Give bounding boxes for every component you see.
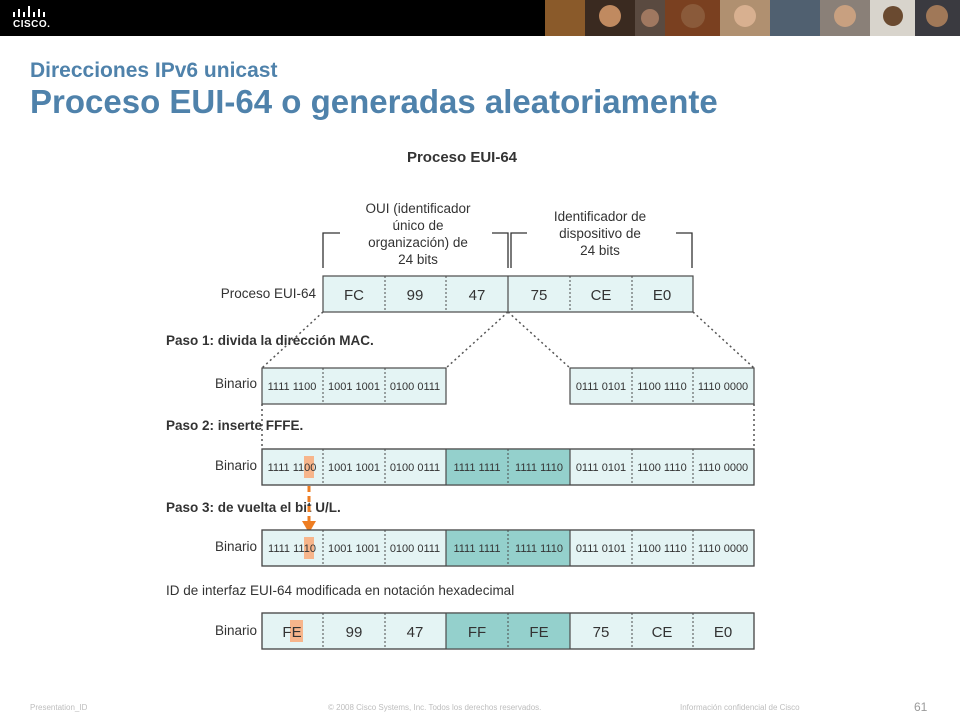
svg-text:24 bits: 24 bits — [580, 243, 620, 258]
hex-cell: FE — [282, 624, 302, 641]
binary-cell: 0100 0111 — [389, 462, 441, 474]
binary-cell: 0100 0111 — [389, 543, 441, 555]
binary-label: Binario — [214, 376, 257, 391]
binary-cell: 1111 1100 — [267, 381, 317, 393]
hex-cell: E0 — [713, 624, 733, 641]
hex-cell: 47 — [406, 624, 424, 641]
step2-label: Paso 2: inserte FFFE. — [166, 418, 304, 433]
cisco-logo-text: CISCO. — [13, 19, 51, 30]
hex-cell: 75 — [592, 624, 610, 641]
eui-cell: FC — [344, 287, 364, 304]
eui-top-row — [323, 276, 693, 312]
binary-label: Binario — [214, 458, 257, 473]
binary-row-step1 — [262, 368, 754, 404]
footer-copyright: © 2008 Cisco Systems, Inc. Todos los derechos reservados. — [328, 703, 542, 712]
binary-cell: 0111 0101 — [575, 381, 627, 393]
hex-cell: 99 — [345, 624, 363, 641]
footer-presentation-id: Presentation_ID — [30, 703, 88, 712]
binary-cell: 1100 1110 — [637, 381, 687, 393]
eui-cell: CE — [590, 287, 612, 304]
binary-cell: 1110 0000 — [697, 462, 749, 474]
svg-text:Identificador de: Identificador de — [553, 209, 647, 224]
binary-cell: 1111 1111 — [453, 462, 501, 474]
eui-cell: 75 — [530, 287, 548, 304]
binary-cell: 1111 1110 — [268, 543, 316, 555]
hex-cell: FF — [467, 624, 487, 641]
binary-row-step2 — [262, 449, 754, 485]
eui-cell: 47 — [468, 287, 486, 304]
binary-cell: 1111 1111 — [453, 543, 501, 555]
binary-cell: 1111 1110 — [515, 462, 563, 474]
modified-heading: ID de interfaz EUI-64 modificada en notación hexadecimal — [166, 583, 515, 598]
binary-cell: 1110 0000 — [697, 381, 749, 393]
binary-cell: 0111 0101 — [575, 462, 627, 474]
svg-text:OUI (identificador: OUI (identificador — [365, 201, 471, 216]
binary-cell: 1001 1001 — [328, 381, 380, 393]
step3-label: Paso 3: de vuelta el bit U/L. — [166, 500, 341, 515]
binary-cell: 1110 0000 — [697, 543, 749, 555]
svg-text:dispositivo de: dispositivo de — [559, 226, 641, 241]
binary-cell: 1111 1100 — [267, 462, 317, 474]
footer-confidential: Información confidencial de Cisco — [680, 703, 800, 712]
slide-title: Proceso EUI-64 o generadas aleatoriamente — [30, 83, 718, 120]
hex-cell: FE — [529, 624, 549, 641]
device-id-label — [554, 209, 646, 258]
binary-label: Binario — [214, 539, 257, 554]
binary-cell: 0100 0111 — [389, 381, 441, 393]
binary-cell: 1100 1110 — [637, 462, 687, 474]
binary-cell: 1100 1110 — [637, 543, 687, 555]
slide-subtitle: Direcciones IPv6 unicast — [30, 59, 278, 82]
hex-row-modified — [262, 613, 754, 649]
binary-cell: 0111 0101 — [575, 543, 627, 555]
hex-cell: CE — [651, 624, 673, 641]
svg-text:organización) de: organización) de — [368, 235, 468, 250]
diagram-heading: Proceso EUI-64 — [406, 149, 518, 166]
binary-cell: 1001 1001 — [328, 462, 380, 474]
step1-label: Paso 1: divida la dirección MAC. — [166, 333, 374, 348]
eui-cell: 99 — [406, 287, 424, 304]
binary-cell: 1111 1110 — [515, 543, 563, 555]
eui-cell: E0 — [652, 287, 672, 304]
svg-text:24 bits: 24 bits — [398, 252, 438, 267]
svg-text:único de: único de — [392, 218, 444, 233]
page-number: 61 — [914, 700, 928, 714]
eui-row-label: Proceso EUI-64 — [220, 286, 316, 301]
binary-label: Binario — [214, 623, 257, 638]
binary-cell: 1001 1001 — [328, 543, 380, 555]
oui-label — [365, 201, 471, 267]
binary-row-step3 — [262, 530, 754, 566]
